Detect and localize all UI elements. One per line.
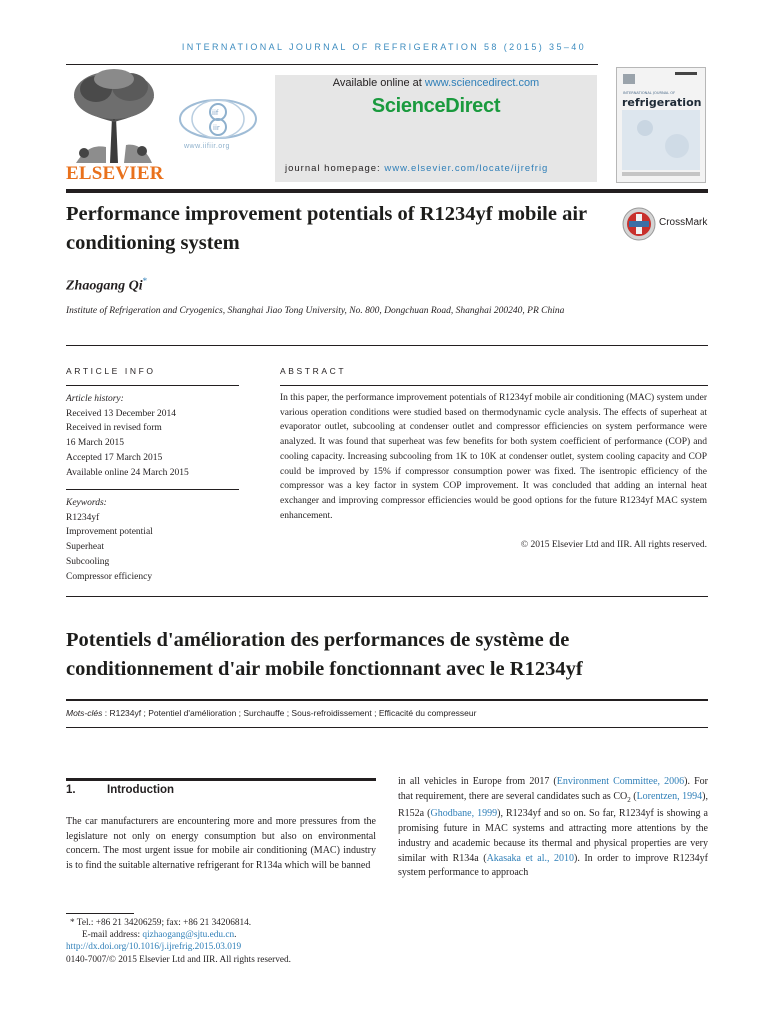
journal-cover-image [617,68,705,182]
history-line: 16 March 2015 [66,438,125,449]
intro-left-column: The car manufacturers are encountering more and more pressures from the legislature not only on energy consumption but also on environmental concern. The most urgent issue for mobile air conditioning (MAC) industry is to find the suitable alternative refrigerant for R134a which will be banned [66,816,376,872]
article-title: Performance improvement potentials of R1234yf mobile air conditioning system [66,203,587,254]
header-thick-rule [66,189,708,193]
abstract-rule [280,385,708,386]
email-link[interactable]: qizhaogang@sjtu.edu.cn [142,930,235,940]
french-title-rule [66,699,708,701]
keywords-rule [66,489,239,490]
article-history [66,392,246,480]
crossmark-badge[interactable] [621,206,711,242]
keyword: Subcooling [66,556,110,567]
footnote-rule [66,913,134,914]
mots-cles-label: Mots-clés [66,708,103,718]
footnote-email: E-mail address: qizhaogang@sjtu.edu.cn. [82,930,237,940]
intro-heading-rule [66,778,376,781]
section-heading-introduction [66,784,174,796]
elsevier-tree-icon [66,67,162,165]
abstract-copyright: © 2015 Elsevier Ltd and IIR. All rights reserved. [520,540,707,550]
article-history-label: Article history: [66,394,124,404]
citation-link[interactable]: Akasaka et al., 2010 [486,852,574,864]
mots-cles-rule [66,727,708,728]
sciencedirect-logo-text: ScienceDirect [371,95,501,117]
history-line: Received 13 December 2014 [66,408,176,419]
keyword: Improvement potential [66,527,153,538]
crossmark-label: CrossMark [659,217,708,228]
iifiir-url: www.iifiir.org [184,143,230,150]
intro-right-column: in all vehicles in Europe from 2017 (Environment Committee, 2006). For that requirement, there are several candidates such as $CO_2$ (Lorentzen, 1994), R152a (Ghodbane, 1999), R1234yf and so on. So far, R1234yf is showing a promising future in MAC systems and attracting more attentions by the industry and academic because its thermal and physical properties are very similar with R134a (Akasaka et al., 2010). In order to improve R1234yf system performance to approach [398,776,708,879]
citation-link[interactable]: Ghodbane, 1999 [430,808,498,820]
french-title: Potentiels d'amélioration des performances de système de conditionnement d'air mobile fonctionnant avec le R1234yf [66,629,583,680]
citation-link[interactable]: Lorentzen, 1994 [636,790,703,802]
article-info-rule [66,385,239,386]
author-affiliation: Institute of Refrigeration and Cryogenics, Shanghai Jiao Tong University, No. 800, Dongchuan Road, Shanghai 200240, PR China [66,306,565,316]
abstract-body: In this paper, the performance improvement potentials of R1234yf mobile air conditioning (MAC) system under various operation conditions were studied based on thermodynamic cycle analysis. The effects of superheat at evaporator outlet, subcooling at condenser outlet and compressor efficiencies on system performance were analyzed. It was found that superheat was few benefits for both system coefficient of performance (COP) and cooling capacity. Increasing subcooling from 1K to 10K at condenser outlet, system cooling capacity and COP could be improved by 15% if compressor consumption power was fixed. The isentropic efficiency of the compressor was a key factor in system COP improvement. It was concluded that adding an internal heat exchanger and improving compressor efficiencies would be good options for the future R1234yf MAC system enhancement. [280,393,707,521]
citation-link[interactable]: Environment Committee, 2006 [556,776,685,787]
available-online: Available online at www.sciencedirect.com [332,77,540,89]
sciencedirect-link[interactable]: www.sciencedirect.com [424,77,540,89]
mots-cles [66,708,706,718]
keywords-list [66,496,246,584]
iifiir-logo [176,97,262,157]
svg-text:iif: iif [212,109,219,117]
article-info-heading: ARTICLE INFO [66,366,156,376]
header-top-rule [66,64,598,65]
abstract-heading: ABSTRACT [280,366,347,376]
keyword: Superheat [66,542,104,553]
history-line: Received in revised form [66,423,162,434]
journal-homepage-link[interactable]: www.elsevier.com/locate/ijrefrig [384,163,549,174]
svg-text:iir: iir [213,124,220,132]
keyword: R1234yf [66,512,100,523]
sciencedirect-banner [275,75,597,182]
mots-cles-values: : R1234yf ; Potentiel d'amélioration ; Surchauffe ; Sous-refroidissement ; Efficacité du compresseur [102,708,477,718]
keyword: Compressor efficiency [66,571,153,582]
journal-cover-thumbnail [616,67,706,183]
keywords-label: Keywords: [66,498,107,508]
iifiir-globe-icon [176,97,262,143]
author-footnote-mark[interactable]: * [142,276,148,286]
author-name: Zhaogang Qi* [66,276,148,294]
cover-title: refrigeration [622,96,702,109]
section-title: Introduction [107,784,175,796]
history-line: Available online 24 March 2015 [66,467,189,478]
abstract-bottom-rule [66,596,708,597]
affiliation-rule [66,345,708,346]
journal-homepage: journal homepage: www.elsevier.com/locate/ijrefrig [285,163,549,174]
footnote-tel: * Tel.: +86 21 34206259; fax: +86 21 34206814. [70,918,252,928]
section-number: 1. [66,784,76,796]
doi-link[interactable]: http://dx.doi.org/10.1016/j.ijrefrig.2015.03.019 [66,942,242,952]
history-line: Accepted 17 March 2015 [66,452,163,463]
journal-running-header: INTERNATIONAL JOURNAL OF REFRIGERATION 58 (2015) 35–40 [181,42,587,52]
elsevier-logo [66,67,162,185]
issn-copyright: 0140-7007/© 2015 Elsevier Ltd and IIR. All rights reserved. [66,955,291,965]
cover-subtitle: INTERNATIONAL JOURNAL OF [623,91,676,95]
crossmark-icon [621,206,657,242]
elsevier-wordmark: ELSEVIER [66,163,164,184]
